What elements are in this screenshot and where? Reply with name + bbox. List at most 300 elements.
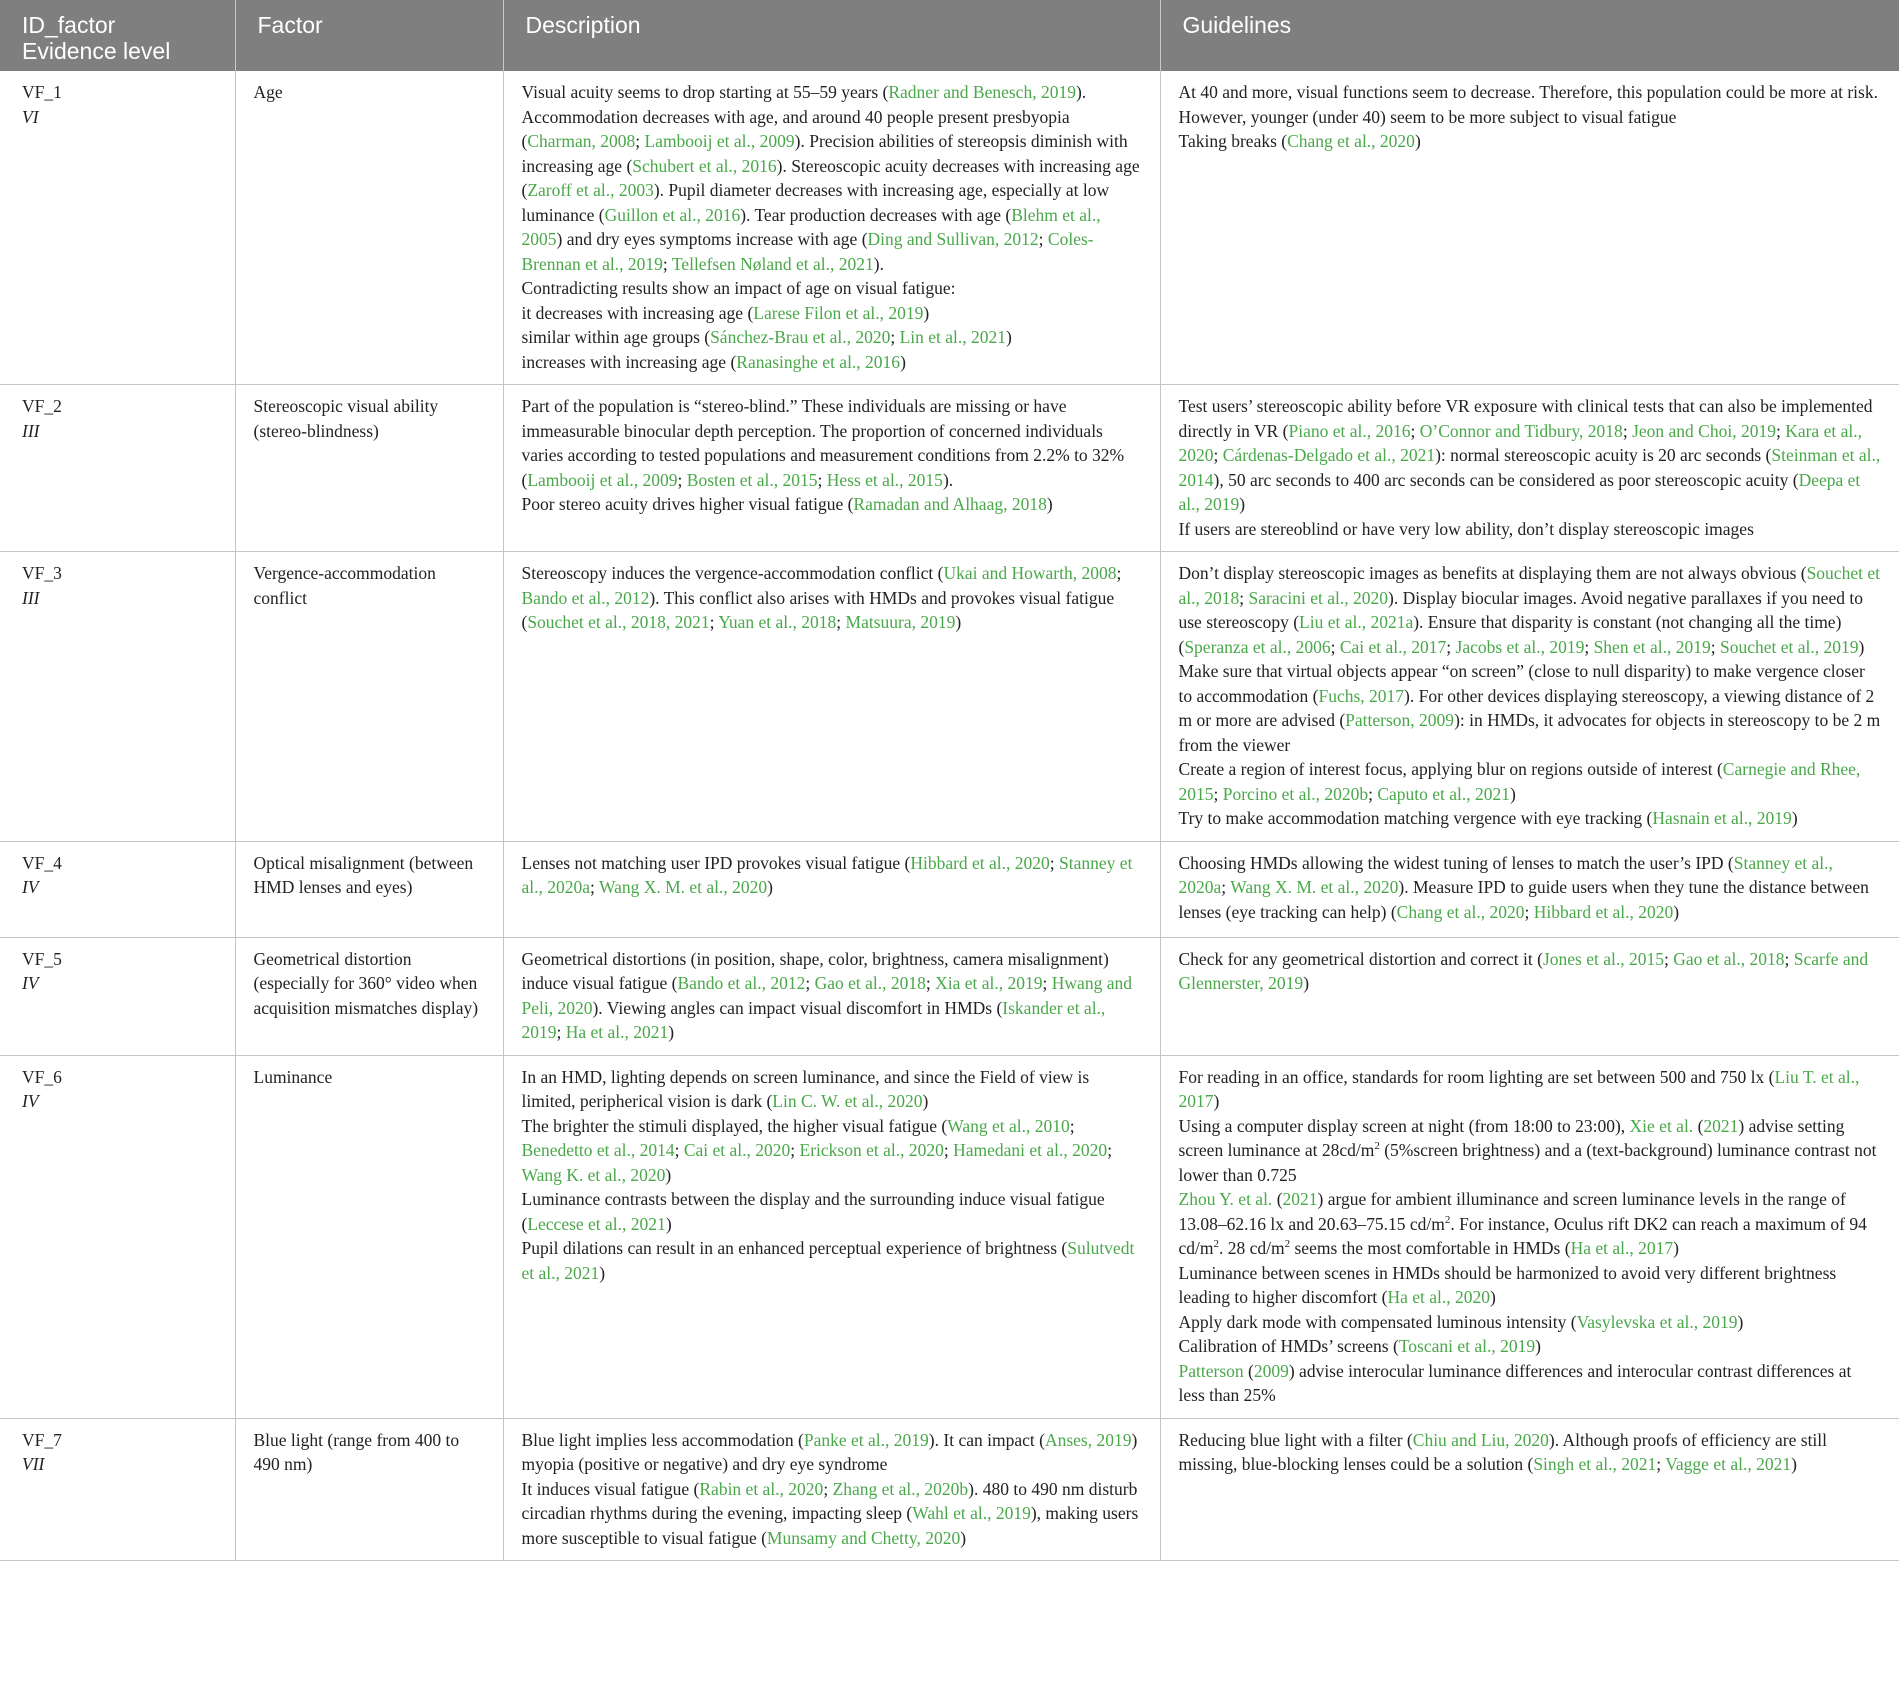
citation-link[interactable]: Liu et al., 2021a bbox=[1299, 612, 1414, 632]
citation-link[interactable]: Guillon et al., 2016 bbox=[604, 204, 741, 225]
text-segment: ; bbox=[790, 1140, 800, 1160]
text-segment: ; bbox=[1656, 1454, 1666, 1474]
text-segment: In an HMD, lighting depends on screen luminance, and since the Field of view is limited, peripherical vision is dark ( bbox=[521, 1066, 1090, 1111]
text-segment: ) advise interocular luminance differences and interocular contrast differences at less than 25% bbox=[1178, 1360, 1852, 1405]
citation-link[interactable]: Carnegie and Rhee, 2015 bbox=[1178, 759, 1861, 804]
table-row bbox=[0, 552, 1899, 842]
citation-link[interactable]: Rabin et al., 2020 bbox=[699, 1478, 824, 1499]
text-segment: ; bbox=[836, 612, 846, 632]
citation-link[interactable]: Lambooij et al., 2009 bbox=[527, 469, 678, 490]
citation-link[interactable]: Chiu and Liu, 2020 bbox=[1412, 1429, 1549, 1450]
table-row bbox=[0, 1055, 1899, 1418]
citation-link[interactable]: Hasnain et al., 2019 bbox=[1652, 808, 1792, 828]
cell-guidelines bbox=[1160, 71, 1899, 385]
text-segment: ( bbox=[1243, 1360, 1254, 1381]
guidelines-paragraph bbox=[1179, 1261, 1882, 1310]
citation-link[interactable]: Jones et al., 2015 bbox=[1542, 948, 1664, 969]
text-segment: ; bbox=[817, 469, 827, 490]
guidelines-paragraph bbox=[1179, 1310, 1882, 1335]
description-paragraph bbox=[522, 1236, 1142, 1285]
text-segment: ) and dry eyes symptoms increase with age ( bbox=[556, 229, 868, 249]
citation-link[interactable]: Ha et al., 2021 bbox=[565, 1022, 669, 1042]
text-segment: ; bbox=[1710, 636, 1720, 657]
citation-link[interactable]: Matsuura, 2019 bbox=[845, 612, 956, 632]
guidelines-paragraph bbox=[1179, 1334, 1882, 1359]
text-segment: Visual acuity seems to drop starting at 55–59 years ( bbox=[521, 82, 889, 102]
citation-link[interactable]: Benedetto et al., 2014 bbox=[521, 1140, 675, 1160]
citation-link[interactable]: Hess et al., 2015 bbox=[826, 469, 943, 490]
citation-link[interactable]: Wahl et al., 2019 bbox=[912, 1503, 1031, 1523]
text-segment: ; bbox=[1221, 877, 1231, 897]
guidelines-paragraph bbox=[1179, 80, 1882, 129]
text-segment: Try to make accommodation matching vergence with eye tracking ( bbox=[1178, 808, 1653, 828]
cell-factor: Blue light (range from 400 to 490 nm) bbox=[235, 1418, 503, 1561]
guidelines-paragraph bbox=[1179, 1065, 1882, 1114]
citation-link[interactable]: Stanney et al., 2020a bbox=[1178, 852, 1833, 897]
citation-link[interactable]: Gao et al., 2018 bbox=[1673, 948, 1785, 969]
citation-link[interactable]: Ding and Sullivan, 2012 bbox=[867, 229, 1039, 249]
citation-link[interactable]: Leccese et al., 2021 bbox=[527, 1213, 666, 1234]
text-segment: For reading in an office, standards for room lighting are set between 500 and 750 lx ( bbox=[1178, 1066, 1775, 1087]
text-segment: ). Stereoscopic acuity decreases with increasing age ( bbox=[521, 155, 1140, 200]
text-segment: Taking breaks ( bbox=[1178, 131, 1288, 151]
citation-link[interactable]: Porcino et al., 2020b bbox=[1222, 783, 1369, 804]
text-segment: ( bbox=[1272, 1189, 1283, 1209]
text-segment: ) bbox=[1791, 808, 1798, 828]
factor-id: VF_6 bbox=[22, 1066, 62, 1087]
evidence-level: VII bbox=[22, 1454, 45, 1474]
citation-link[interactable]: 2021 bbox=[1703, 1115, 1739, 1136]
citation-link[interactable]: Patterson bbox=[1178, 1360, 1244, 1381]
citation-link[interactable]: Saracini et al., 2020 bbox=[1248, 587, 1388, 608]
text-segment: Poor stereo acuity drives higher visual fatigue ( bbox=[521, 494, 854, 514]
table-row bbox=[0, 71, 1899, 385]
header-description: Description bbox=[503, 0, 1160, 71]
text-segment: ) bbox=[1510, 783, 1516, 804]
citation-link[interactable]: Ranasinghe et al., 2016 bbox=[736, 351, 901, 372]
evidence-level: IV bbox=[22, 1091, 39, 1111]
description-paragraph bbox=[522, 851, 1142, 900]
text-segment: ). Pupil diameter decreases with increasing age, especially at low luminance ( bbox=[521, 180, 1110, 225]
citation-link[interactable]: Ha et al., 2020 bbox=[1387, 1287, 1491, 1307]
text-segment: ) bbox=[1673, 901, 1680, 922]
text-segment: ), 50 arc seconds to 400 arc seconds can be considered as poor stereoscopic acuity ( bbox=[1213, 469, 1799, 490]
text-segment: Reducing blue light with a filter ( bbox=[1178, 1429, 1413, 1450]
text-segment: ) bbox=[1858, 636, 1865, 657]
text-segment: ; bbox=[709, 612, 719, 632]
text-segment: ; bbox=[674, 1140, 684, 1160]
text-segment: ): in HMDs, it advocates for objects in stereoscopy to be 2 m from the viewer bbox=[1178, 710, 1881, 755]
citation-link[interactable]: Speranza et al., 2006 bbox=[1184, 636, 1331, 657]
text-segment: ; bbox=[1116, 563, 1122, 583]
text-segment: ). Precision abilities of stereopsis diminish with increasing age ( bbox=[521, 131, 1128, 176]
citation-link[interactable]: Hwang and Peli, 2020 bbox=[521, 973, 1132, 1018]
text-segment: ; bbox=[1239, 587, 1249, 608]
citation-link[interactable]: Anses, 2019 bbox=[1044, 1429, 1132, 1450]
text-segment: ) bbox=[1535, 1336, 1541, 1356]
text-segment: Geometrical distortions (in position, shape, color, brightness, camera misalignment) induce visual fatigue ( bbox=[521, 948, 1109, 993]
text-segment: It induces visual fatigue ( bbox=[521, 1478, 700, 1499]
citation-link[interactable]: Wang X. M. et al., 2020 bbox=[598, 877, 768, 897]
citation-link[interactable]: Toscani et al., 2019 bbox=[1398, 1336, 1536, 1356]
header-row bbox=[0, 0, 1899, 71]
evidence-level: IV bbox=[22, 877, 39, 897]
text-segment: ). Accommodation decreases with age, and around 40 people present presbyopia ( bbox=[521, 82, 1087, 151]
text-segment: ; bbox=[1038, 229, 1048, 249]
text-segment: Blue light implies less accommodation ( bbox=[521, 1429, 804, 1450]
citation-link[interactable]: Vagge et al., 2021 bbox=[1665, 1454, 1792, 1474]
text-segment: ; bbox=[556, 1022, 566, 1042]
citation-link[interactable]: 2021 bbox=[1282, 1189, 1318, 1209]
text-segment: ). This conflict also arises with HMDs and provokes visual fatigue ( bbox=[521, 587, 1115, 632]
table-row bbox=[0, 841, 1899, 937]
cell-description bbox=[503, 1055, 1160, 1418]
guidelines-paragraph bbox=[1179, 757, 1882, 806]
cell-factor: Geometrical distortion (especially for 360° video when acquisition mismatches display) bbox=[235, 937, 503, 1055]
text-segment: ) bbox=[923, 302, 930, 323]
text-segment: ) bbox=[1239, 494, 1246, 514]
citation-link[interactable]: Tellefsen Nøland et al., 2021 bbox=[671, 253, 874, 274]
text-segment: ; bbox=[635, 131, 645, 151]
cell-guidelines bbox=[1160, 937, 1899, 1055]
cell-factor: Age bbox=[235, 71, 503, 385]
factor-id: VF_1 bbox=[22, 82, 62, 102]
citation-link[interactable]: Hibbard et al., 2020 bbox=[910, 852, 1050, 873]
citation-link[interactable]: Chang et al., 2020 bbox=[1396, 901, 1525, 922]
text-segment: ) bbox=[960, 1527, 967, 1548]
text-segment: ( bbox=[1693, 1115, 1704, 1136]
text-segment: ) bbox=[1006, 327, 1012, 347]
guidelines-paragraph bbox=[1179, 659, 1882, 757]
text-segment: ; bbox=[1775, 420, 1786, 441]
text-segment: ). Tear production decreases with age ( bbox=[740, 204, 1012, 225]
text-segment: ). Display biocular images. Avoid negative parallaxes if you need to use stereoscopy ( bbox=[1178, 587, 1863, 632]
description-paragraph bbox=[522, 492, 1142, 517]
text-segment: Using a computer display screen at night (from 18:00 to 23:00), bbox=[1178, 1115, 1630, 1136]
text-segment: ) bbox=[1673, 1238, 1679, 1258]
text-segment: ). It can impact ( bbox=[928, 1429, 1045, 1450]
cell-id-level bbox=[0, 1418, 235, 1561]
cell-factor: Optical misalignment (between HMD lenses and eyes) bbox=[235, 841, 503, 937]
text-segment: ) bbox=[668, 1022, 675, 1042]
table-row bbox=[0, 1418, 1899, 1561]
citation-link[interactable]: Souchet et al., 2018 bbox=[1178, 563, 1880, 608]
text-segment: ; bbox=[1107, 1140, 1113, 1160]
cell-description bbox=[503, 71, 1160, 385]
text-segment: ; bbox=[1049, 852, 1060, 873]
citation-link[interactable]: Wang et al., 2010 bbox=[947, 1115, 1070, 1136]
text-segment: ), making users more susceptible to visual fatigue ( bbox=[521, 1503, 1139, 1548]
cell-factor: Vergence-accommodation conflict bbox=[235, 552, 503, 842]
description-paragraph bbox=[522, 325, 1142, 350]
citation-link[interactable]: Iskander et al., 2019 bbox=[521, 997, 1106, 1042]
text-segment: ; bbox=[677, 469, 687, 490]
cell-id-level bbox=[0, 71, 235, 385]
citation-link[interactable]: Jeon and Choi, 2019 bbox=[1632, 420, 1776, 441]
text-segment: Test users’ stereoscopic ability before VR exposure with clinical tests that can also be implemented directly in VR ( bbox=[1178, 396, 1873, 441]
cell-description bbox=[503, 385, 1160, 552]
text-segment: ). Ensure that disparity is constant (not changing all the time) ( bbox=[1178, 612, 1842, 657]
text-segment: ) advise setting screen luminance at 28cd/m bbox=[1178, 1115, 1845, 1160]
factor-id: VF_3 bbox=[22, 563, 62, 583]
citation-link[interactable]: Lin et al., 2021 bbox=[899, 327, 1007, 347]
citation-link[interactable]: O’Connor and Tidbury, 2018 bbox=[1419, 420, 1623, 441]
cell-description bbox=[503, 552, 1160, 842]
text-segment: (5%screen brightness) and a (text-background) luminance contrast not lower than 0.725 bbox=[1178, 1140, 1877, 1185]
cell-factor: Stereoscopic visual ability (stereo-blindness) bbox=[235, 385, 503, 552]
description-paragraph bbox=[522, 276, 1142, 301]
description-paragraph bbox=[522, 1428, 1142, 1477]
citation-link[interactable]: Sánchez-Brau et al., 2020 bbox=[710, 327, 891, 347]
citation-link[interactable]: Chang et al., 2020 bbox=[1287, 131, 1415, 151]
text-segment: The brighter the stimuli displayed, the higher visual fatigue ( bbox=[521, 1115, 948, 1136]
text-segment: ; bbox=[1069, 1115, 1075, 1136]
text-segment: ; bbox=[590, 877, 599, 897]
cell-id-level bbox=[0, 937, 235, 1055]
citation-link[interactable]: Caputo et al., 2021 bbox=[1377, 783, 1511, 804]
description-paragraph bbox=[522, 1114, 1142, 1188]
guidelines-paragraph bbox=[1179, 947, 1882, 996]
text-segment: ). 480 to 490 nm disturb circadian rhythms during the evening, impacting sleep ( bbox=[521, 1478, 1138, 1523]
text-segment: Luminance between scenes in HMDs should be harmonized to avoid very different brightness leading to higher discomfort ( bbox=[1178, 1262, 1837, 1307]
citation-link[interactable]: Bando et al., 2012 bbox=[677, 973, 806, 993]
citation-link[interactable]: Ukai and Howarth, 2008 bbox=[943, 563, 1117, 583]
text-segment: ) bbox=[767, 877, 773, 897]
text-segment: ; bbox=[925, 973, 936, 993]
citation-link[interactable]: Ha et al., 2017 bbox=[1570, 1238, 1674, 1258]
citation-link[interactable]: Blehm et al., 2005 bbox=[521, 204, 1101, 249]
text-segment: ). bbox=[942, 469, 954, 490]
citation-link[interactable]: Cai et al., 2020 bbox=[683, 1140, 791, 1160]
guidelines-paragraph bbox=[1179, 806, 1882, 831]
cell-id-level bbox=[0, 841, 235, 937]
citation-link[interactable]: Steinman et al., 2014 bbox=[1178, 445, 1881, 490]
superscript: 2 bbox=[1213, 1238, 1219, 1251]
text-segment: ) bbox=[1737, 1311, 1744, 1332]
citation-link[interactable]: Xia et al., 2019 bbox=[935, 973, 1043, 993]
text-segment: ; bbox=[1213, 445, 1223, 465]
text-segment: ) bbox=[665, 1213, 672, 1234]
text-segment: ): normal stereoscopic acuity is 20 arc seconds ( bbox=[1435, 445, 1772, 465]
text-segment: ) bbox=[1414, 131, 1421, 151]
citation-link[interactable]: Jacobs et al., 2019 bbox=[1455, 636, 1585, 657]
citation-link[interactable]: Piano et al., 2016 bbox=[1288, 420, 1411, 441]
factor-id: VF_4 bbox=[22, 852, 62, 873]
citation-link[interactable]: Cai et al., 2017 bbox=[1339, 636, 1447, 657]
citation-link[interactable]: Bando et al., 2012 bbox=[521, 587, 650, 608]
text-segment: ) bbox=[1213, 1091, 1220, 1111]
text-segment: Create a region of interest focus, applying blur on regions outside of interest ( bbox=[1178, 759, 1723, 779]
text-segment: Lenses not matching user IPD provokes visual fatigue ( bbox=[521, 852, 911, 873]
text-segment: ; bbox=[890, 327, 900, 347]
text-segment: ) bbox=[955, 612, 962, 632]
text-segment: At 40 and more, visual functions seem to decrease. Therefore, this population could be more at risk. However, younger (under 40) seem to be more subject to visual fatigue bbox=[1178, 82, 1878, 127]
evidence-level: IV bbox=[22, 973, 39, 993]
cell-guidelines bbox=[1160, 841, 1899, 937]
text-segment: If users are stereoblind or have very low ability, don’t display stereoscopic images bbox=[1178, 518, 1754, 539]
citation-link[interactable]: Kara et al., 2020 bbox=[1178, 420, 1862, 465]
evidence-level: III bbox=[22, 420, 40, 441]
header-id-label: ID_factor bbox=[22, 12, 116, 38]
text-segment: similar within age groups ( bbox=[521, 327, 711, 347]
citation-link[interactable]: Vasylevska et al., 2019 bbox=[1576, 1311, 1738, 1332]
header-factor: Factor bbox=[235, 0, 503, 71]
citation-link[interactable]: Bosten et al., 2015 bbox=[686, 469, 818, 490]
header-evidence-label: Evidence level bbox=[22, 38, 171, 64]
citation-link[interactable]: Yuan et al., 2018 bbox=[718, 612, 837, 632]
text-segment: ; bbox=[662, 253, 672, 274]
text-segment: ) bbox=[1791, 1454, 1797, 1474]
factor-id: VF_5 bbox=[22, 948, 62, 969]
superscript: 2 bbox=[1374, 1140, 1380, 1153]
text-segment: Check for any geometrical distortion and correct it ( bbox=[1178, 948, 1543, 969]
superscript: 2 bbox=[1284, 1238, 1291, 1251]
citation-link[interactable]: Shen et al., 2019 bbox=[1593, 636, 1711, 657]
citation-link[interactable]: Hamedani et al., 2020 bbox=[953, 1140, 1108, 1160]
citation-link[interactable]: Gao et al., 2018 bbox=[814, 973, 926, 993]
text-segment: Contradicting results show an impact of age on visual fatigue: bbox=[521, 278, 956, 298]
text-segment: Make sure that virtual objects appear “on screen” (close to null disparity) to make vergence closer to accommodation ( bbox=[1178, 661, 1865, 706]
table-row bbox=[0, 937, 1899, 1055]
guidelines-paragraph bbox=[1179, 561, 1882, 659]
citation-link[interactable]: Zaroff et al., 2003 bbox=[527, 180, 654, 200]
citation-link[interactable]: Zhou Y. et al. bbox=[1178, 1189, 1273, 1209]
citation-link[interactable]: Coles-Brennan et al., 2019 bbox=[521, 229, 1094, 274]
citation-link[interactable]: Souchet et al., 2018, 2021 bbox=[527, 612, 710, 632]
text-segment: ; bbox=[1584, 636, 1594, 657]
citation-link[interactable]: Wang X. M. et al., 2020 bbox=[1230, 877, 1399, 897]
guidelines-paragraph bbox=[1179, 851, 1882, 925]
text-segment: Stereoscopy induces the vergence-accommodation conflict ( bbox=[521, 563, 944, 583]
text-segment: ) bbox=[599, 1262, 606, 1283]
citation-link[interactable]: Erickson et al., 2020 bbox=[799, 1140, 944, 1160]
text-segment: ; bbox=[1784, 948, 1794, 969]
text-segment: ; bbox=[1446, 636, 1456, 657]
citation-link[interactable]: Souchet et al., 2019 bbox=[1719, 636, 1859, 657]
citation-link[interactable]: Hibbard et al., 2020 bbox=[1533, 901, 1674, 922]
text-segment: seems the most comfortable in HMDs ( bbox=[1290, 1238, 1571, 1258]
citation-link[interactable]: Lin C. W. et al., 2020 bbox=[772, 1091, 923, 1111]
cell-id-level bbox=[0, 385, 235, 552]
citation-link[interactable]: Singh et al., 2021 bbox=[1533, 1454, 1657, 1474]
guidelines-paragraph bbox=[1179, 129, 1882, 154]
cell-guidelines bbox=[1160, 552, 1899, 842]
text-segment: ; bbox=[1622, 420, 1633, 441]
text-segment: ). Measure IPD to guide users when they tune the distance between lenses (eye tracking can help) ( bbox=[1178, 877, 1869, 922]
cell-description bbox=[503, 937, 1160, 1055]
text-segment: ). bbox=[873, 253, 884, 274]
description-paragraph bbox=[522, 1187, 1142, 1236]
factor-id: VF_2 bbox=[22, 396, 62, 416]
text-segment: Choosing HMDs allowing the widest tuning of lenses to match the user’s IPD ( bbox=[1178, 852, 1734, 873]
citation-link[interactable]: Ramadan and Alhaag, 2018 bbox=[853, 494, 1047, 514]
text-segment: ) bbox=[1490, 1287, 1496, 1307]
text-segment: ; bbox=[1042, 973, 1052, 993]
factor-id: VF_7 bbox=[22, 1429, 62, 1450]
text-segment: ) bbox=[1046, 494, 1053, 514]
citation-link[interactable]: Sulutvedt et al., 2021 bbox=[521, 1238, 1135, 1283]
citation-link[interactable]: Scarfe and Glennerster, 2019 bbox=[1178, 948, 1869, 993]
text-segment: ; bbox=[943, 1140, 954, 1160]
description-paragraph bbox=[522, 947, 1142, 1045]
description-paragraph bbox=[522, 561, 1142, 635]
text-segment: ) myopia (positive or negative) and dry eye syndrome bbox=[521, 1429, 1138, 1474]
citation-link[interactable]: Fuchs, 2017 bbox=[1318, 685, 1405, 706]
citation-link[interactable]: Lambooij et al., 2009 bbox=[644, 131, 795, 151]
citation-link[interactable]: 2009 bbox=[1253, 1360, 1289, 1381]
text-segment: ; bbox=[1410, 420, 1420, 441]
description-paragraph bbox=[522, 1065, 1142, 1114]
cell-description bbox=[503, 1418, 1160, 1561]
text-segment: . For instance, Oculus rift DK2 can reach a maximum of 94 cd/m bbox=[1178, 1213, 1867, 1258]
cell-description bbox=[503, 841, 1160, 937]
header-id-level bbox=[0, 0, 235, 71]
text-segment: . 28 cd/m bbox=[1219, 1238, 1285, 1258]
text-segment: ). For other devices displaying stereoscopy, a viewing distance of 2 m or more are advised ( bbox=[1178, 685, 1875, 730]
text-segment: it decreases with increasing age ( bbox=[521, 302, 754, 323]
text-segment: ) argue for ambient illuminance and screen luminance levels in the range of 13.08–62.16 lx and 20.63–75.15 cd/m bbox=[1178, 1189, 1846, 1234]
citation-link[interactable]: Xie et al. bbox=[1629, 1115, 1694, 1136]
table-header bbox=[0, 0, 1899, 71]
text-segment: ; bbox=[823, 1478, 833, 1499]
description-paragraph bbox=[522, 80, 1142, 276]
guidelines-paragraph bbox=[1179, 1114, 1882, 1188]
table-body bbox=[0, 71, 1899, 1561]
citation-link[interactable]: Liu T. et al., 2017 bbox=[1178, 1066, 1860, 1111]
text-segment: ; bbox=[1213, 783, 1223, 804]
cell-guidelines bbox=[1160, 1055, 1899, 1418]
header-guidelines: Guidelines bbox=[1160, 0, 1899, 71]
citation-link[interactable]: Wang K. et al., 2020 bbox=[521, 1164, 666, 1185]
citation-link[interactable]: Schubert et al., 2016 bbox=[632, 155, 777, 176]
text-segment: Calibration of HMDs’ screens ( bbox=[1178, 1336, 1399, 1356]
citation-link[interactable]: Panke et al., 2019 bbox=[803, 1429, 929, 1450]
cell-guidelines bbox=[1160, 385, 1899, 552]
guidelines-paragraph bbox=[1179, 1359, 1882, 1408]
guidelines-paragraph bbox=[1179, 1187, 1882, 1261]
text-segment: ; bbox=[1524, 901, 1534, 922]
citation-link[interactable]: Patterson, 2009 bbox=[1345, 710, 1455, 730]
description-paragraph bbox=[522, 350, 1142, 375]
citation-link[interactable]: Radner and Benesch, 2019 bbox=[888, 82, 1076, 102]
text-segment: Pupil dilations can result in an enhanced perceptual experience of brightness ( bbox=[521, 1238, 1068, 1258]
text-segment: ) bbox=[1303, 973, 1310, 993]
citation-link[interactable]: Zhang et al., 2020b bbox=[832, 1478, 969, 1499]
text-segment: Luminance contrasts between the display and the surrounding induce visual fatigue ( bbox=[521, 1189, 1105, 1234]
text-segment: Don’t display stereoscopic images as benefits at displaying them are not always obvious ( bbox=[1178, 563, 1807, 583]
text-segment: increases with increasing age ( bbox=[521, 351, 737, 372]
text-segment: ; bbox=[1663, 948, 1674, 969]
citation-link[interactable]: Munsamy and Chetty, 2020 bbox=[766, 1527, 961, 1548]
citation-link[interactable]: Larese Filon et al., 2019 bbox=[753, 302, 924, 323]
text-segment: ) bbox=[922, 1091, 929, 1111]
description-paragraph bbox=[522, 301, 1142, 326]
guidelines-paragraph bbox=[1179, 394, 1882, 517]
cell-guidelines bbox=[1160, 1418, 1899, 1561]
citation-link[interactable]: Stanney et al., 2020a bbox=[521, 852, 1133, 897]
evidence-level: VI bbox=[22, 106, 39, 127]
guidelines-paragraph bbox=[1179, 1428, 1882, 1477]
description-paragraph bbox=[522, 1477, 1142, 1551]
evidence-level: III bbox=[22, 587, 40, 608]
cell-id-level bbox=[0, 552, 235, 842]
citation-link[interactable]: Deepa et al., 2019 bbox=[1178, 469, 1861, 514]
citation-link[interactable]: Charman, 2008 bbox=[527, 131, 636, 151]
text-segment: ) bbox=[900, 351, 906, 372]
text-segment: ; bbox=[805, 973, 815, 993]
text-segment: ; bbox=[1368, 783, 1378, 804]
citation-link[interactable]: Cárdenas-Delgado et al., 2021 bbox=[1222, 445, 1436, 465]
